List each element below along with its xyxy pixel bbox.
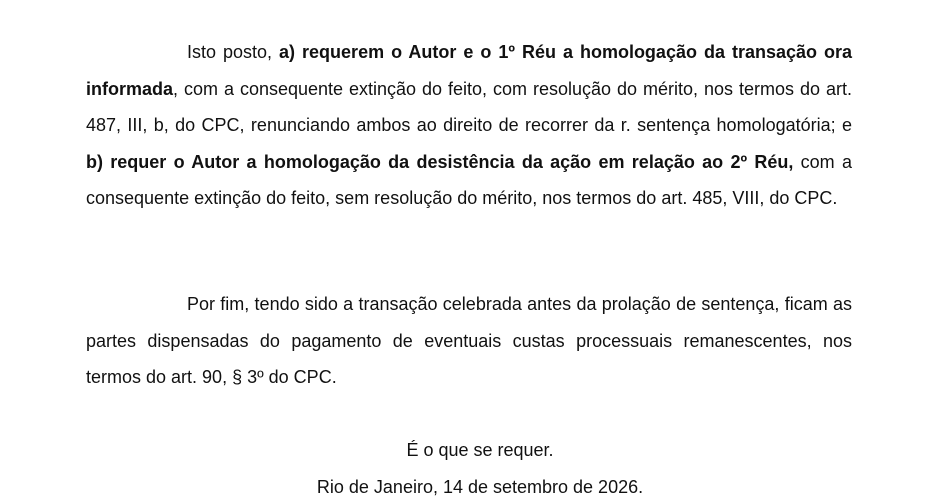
request-item-b-text: com a consequente extinção do feito, sem resolução do mérito, nos termos do art. 485, VIII, do CPC. xyxy=(86,151,852,208)
closing-statement: É o que se requer. xyxy=(406,440,554,460)
place-and-date: Rio de Janeiro, 14 de setembro de 2026. xyxy=(316,477,644,497)
costs-text: Por fim, tendo sido a transação celebrada antes da prolação de sentença, ficam as partes dispensadas do pagamento de eventuais custas processuais remanescentes, nos termos do art. 90, § 3º do CPC. xyxy=(86,294,852,387)
costs-paragraph xyxy=(86,286,852,396)
request-item-a-bold: a) requerem o Autor e o 1º Réu a homologação da transação ora informada xyxy=(86,42,852,99)
request-item-a-text: , com a consequente extinção do feito, com resolução do mérito, nos termos do art. 487, III, b, do CPC, renunciando ambos ao direito de recorrer da r. sentença homologatória; e xyxy=(86,78,852,135)
request-item-b-bold: b) requer o Autor a homologação da desistência da ação em relação ao 2º Réu, xyxy=(86,151,794,172)
request-intro-text: Isto posto, xyxy=(187,42,280,62)
request-paragraph xyxy=(86,34,852,217)
